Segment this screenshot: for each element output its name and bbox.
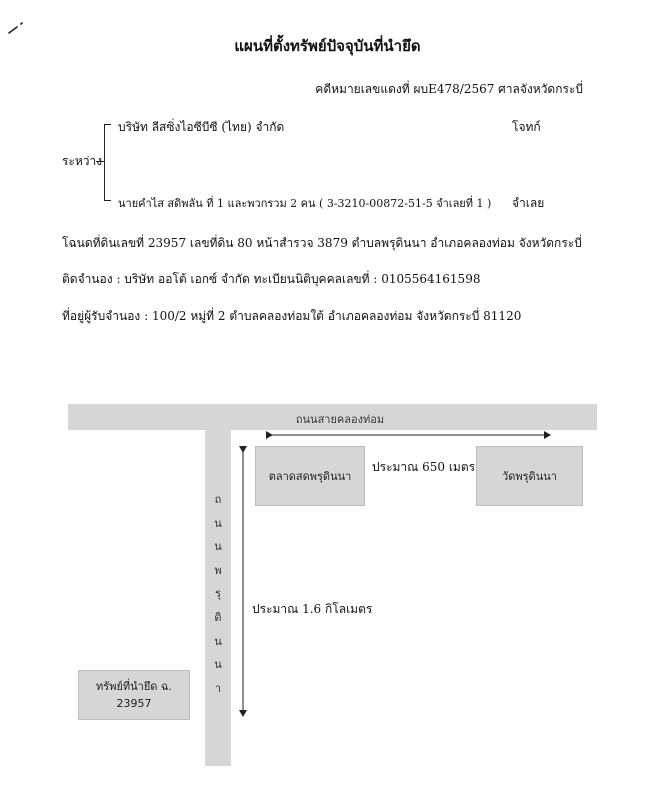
- defendant-name: นายคำไส สดิพลัน ที่ 1 และพวกรวม 2 คน ( 3-3210-00872-51-5 จำเลยที่ 1 ): [118, 197, 492, 210]
- temple-label: วัดพรุดินนา: [502, 470, 557, 483]
- road-vertical-char: พ: [214, 563, 222, 577]
- between-label: ระหว่าง: [62, 154, 103, 168]
- road-vertical-char: น: [214, 658, 222, 672]
- road-vertical-char: รุ: [215, 587, 221, 601]
- property-label-line1: ทรัพย์ที่นำยึด ฉ.: [96, 680, 172, 693]
- distance-vertical-label: ประมาณ 1.6 กิโลเมตร: [252, 602, 373, 616]
- road-vertical-char: ดิ: [214, 610, 222, 624]
- market-label: ตลาดสดพรุดินนา: [268, 470, 352, 483]
- plaintiff-role: โจทก์: [512, 120, 541, 134]
- road-vertical-char: น: [214, 634, 222, 648]
- road-vertical-char: น: [214, 540, 222, 554]
- road-vertical-char: น: [214, 516, 222, 530]
- property-label-line2: 23957: [116, 697, 152, 710]
- address-line: ที่อยู่ผู้รับจำนอง : 100/2 หมู่ที่ 2 ตำบลคลองท่อมใต้ อำเภอคลองท่อม จังหวัดกระบี่ 81120: [62, 309, 522, 323]
- case-number: คดีหมายเลขแดงที่ ผบE478/2567 ศาลจังหวัดกระบี่: [315, 82, 583, 96]
- distance-horizontal-label: ประมาณ 650 เมตร: [372, 460, 476, 474]
- road-horizontal-label: ถนนสายคลองท่อม: [295, 413, 385, 426]
- defendant-role: จำเลย: [512, 196, 545, 210]
- road-vertical-char: ถ: [214, 493, 222, 506]
- mortgagee-line: ติดจำนอง : บริษัท ออโต้ เอกซ์ จำกัด ทะเบียนนิติบุคคลเลขที่ : 0105564161598: [62, 272, 481, 286]
- deed-line: โฉนดที่ดินเลขที่ 23957 เลขที่ดิน 80 หน้าสำรวจ 3879 ตำบลพรุดินนา อำเภอคลองท่อม จังหวัดกระบี่: [62, 236, 582, 250]
- page-title: แผนที่ตั้งทรัพย์ปัจจุบันที่นำยึด: [234, 37, 421, 55]
- plaintiff-name: บริษัท ลีสซิ่งไอซีบีซี (ไทย) จำกัด: [118, 120, 285, 134]
- road-vertical-char: า: [214, 681, 222, 695]
